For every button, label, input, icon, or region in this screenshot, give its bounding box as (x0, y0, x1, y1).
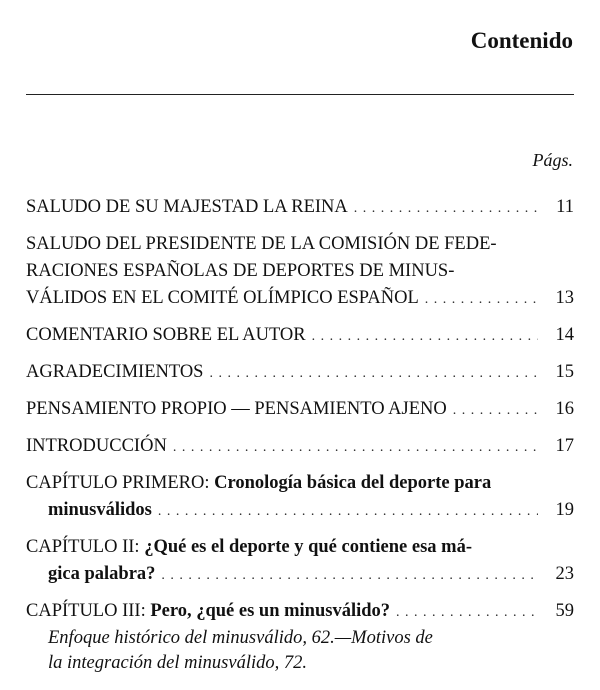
toc-entry-agradecimientos[interactable] (26, 359, 574, 387)
toc-entry-page: 13 (555, 288, 574, 308)
toc-entry-saludo-presidente[interactable] (26, 231, 574, 313)
toc-entry-page: 11 (556, 197, 574, 217)
chapter-title-line: Pero, ¿qué es un minusválido? (150, 601, 391, 621)
toc-entry-page: 15 (555, 362, 574, 382)
leader-dots (158, 498, 538, 525)
toc-entry-page: 16 (555, 399, 574, 419)
chapter-title-line: Cronología básica del deporte para (214, 473, 492, 493)
toc-entry-capitulo-ii[interactable] (26, 534, 574, 589)
chapter-subtopic-line: Enfoque histórico del minusválido, 62.—Motivos de (48, 628, 433, 648)
toc-entry-title: PENSAMIENTO PROPIO — PENSAMIENTO AJENO (26, 399, 447, 419)
leader-dots (173, 434, 538, 461)
toc-entry-capitulo-primero[interactable] (26, 470, 574, 525)
toc-entry-page: 14 (555, 325, 574, 345)
toc-entry-introduccion[interactable] (26, 433, 574, 461)
toc-entry-page: 59 (555, 601, 574, 621)
chapter-label: CAPÍTULO III: (26, 601, 146, 621)
leader-dots (396, 599, 538, 626)
leader-dots (161, 562, 538, 589)
toc-entry-title: SALUDO DE SU MAJESTAD LA REINA (26, 197, 348, 217)
pages-column-label: Págs. (532, 150, 573, 170)
table-of-contents (26, 194, 574, 676)
leader-dots (312, 323, 538, 350)
toc-entry-saludo-reina[interactable] (26, 194, 574, 222)
toc-entry-page: 19 (555, 500, 574, 520)
toc-entry-title-line: SALUDO DEL PRESIDENTE DE LA COMISIÓN DE FEDE- (26, 234, 497, 254)
chapter-title-line: gica palabra? (48, 564, 156, 584)
chapter-label: CAPÍTULO II: (26, 537, 140, 557)
chapter-label: CAPÍTULO PRIMERO: (26, 473, 210, 493)
toc-entry-pensamiento[interactable] (26, 396, 574, 424)
toc-entry-comentario[interactable] (26, 322, 574, 350)
chapter-title-line: minusválidos (48, 500, 152, 520)
toc-entry-title-line: VÁLIDOS EN EL COMITÉ OLÍMPICO ESPAÑOL (26, 288, 419, 308)
toc-entry-title: COMENTARIO SOBRE EL AUTOR (26, 325, 306, 345)
leader-dots (425, 286, 538, 313)
toc-entry-page: 23 (555, 564, 574, 584)
toc-entry-capitulo-iii[interactable] (26, 598, 574, 676)
header-rule (26, 94, 574, 95)
toc-entry-title-line: RACIONES ESPAÑOLAS DE DEPORTES DE MINUS- (26, 261, 455, 281)
page-title: Contenido (470, 28, 573, 53)
toc-entry-title: INTRODUCCIÓN (26, 436, 167, 456)
leader-dots (354, 195, 538, 222)
toc-entry-page: 17 (555, 436, 574, 456)
leader-dots (453, 397, 538, 424)
chapter-title-line: ¿Qué es el deporte y qué contiene esa má- (144, 537, 472, 557)
chapter-subtopic-line: la integración del minusválido, 72. (48, 653, 307, 673)
leader-dots (209, 360, 538, 387)
toc-entry-title: AGRADECIMIENTOS (26, 362, 204, 382)
